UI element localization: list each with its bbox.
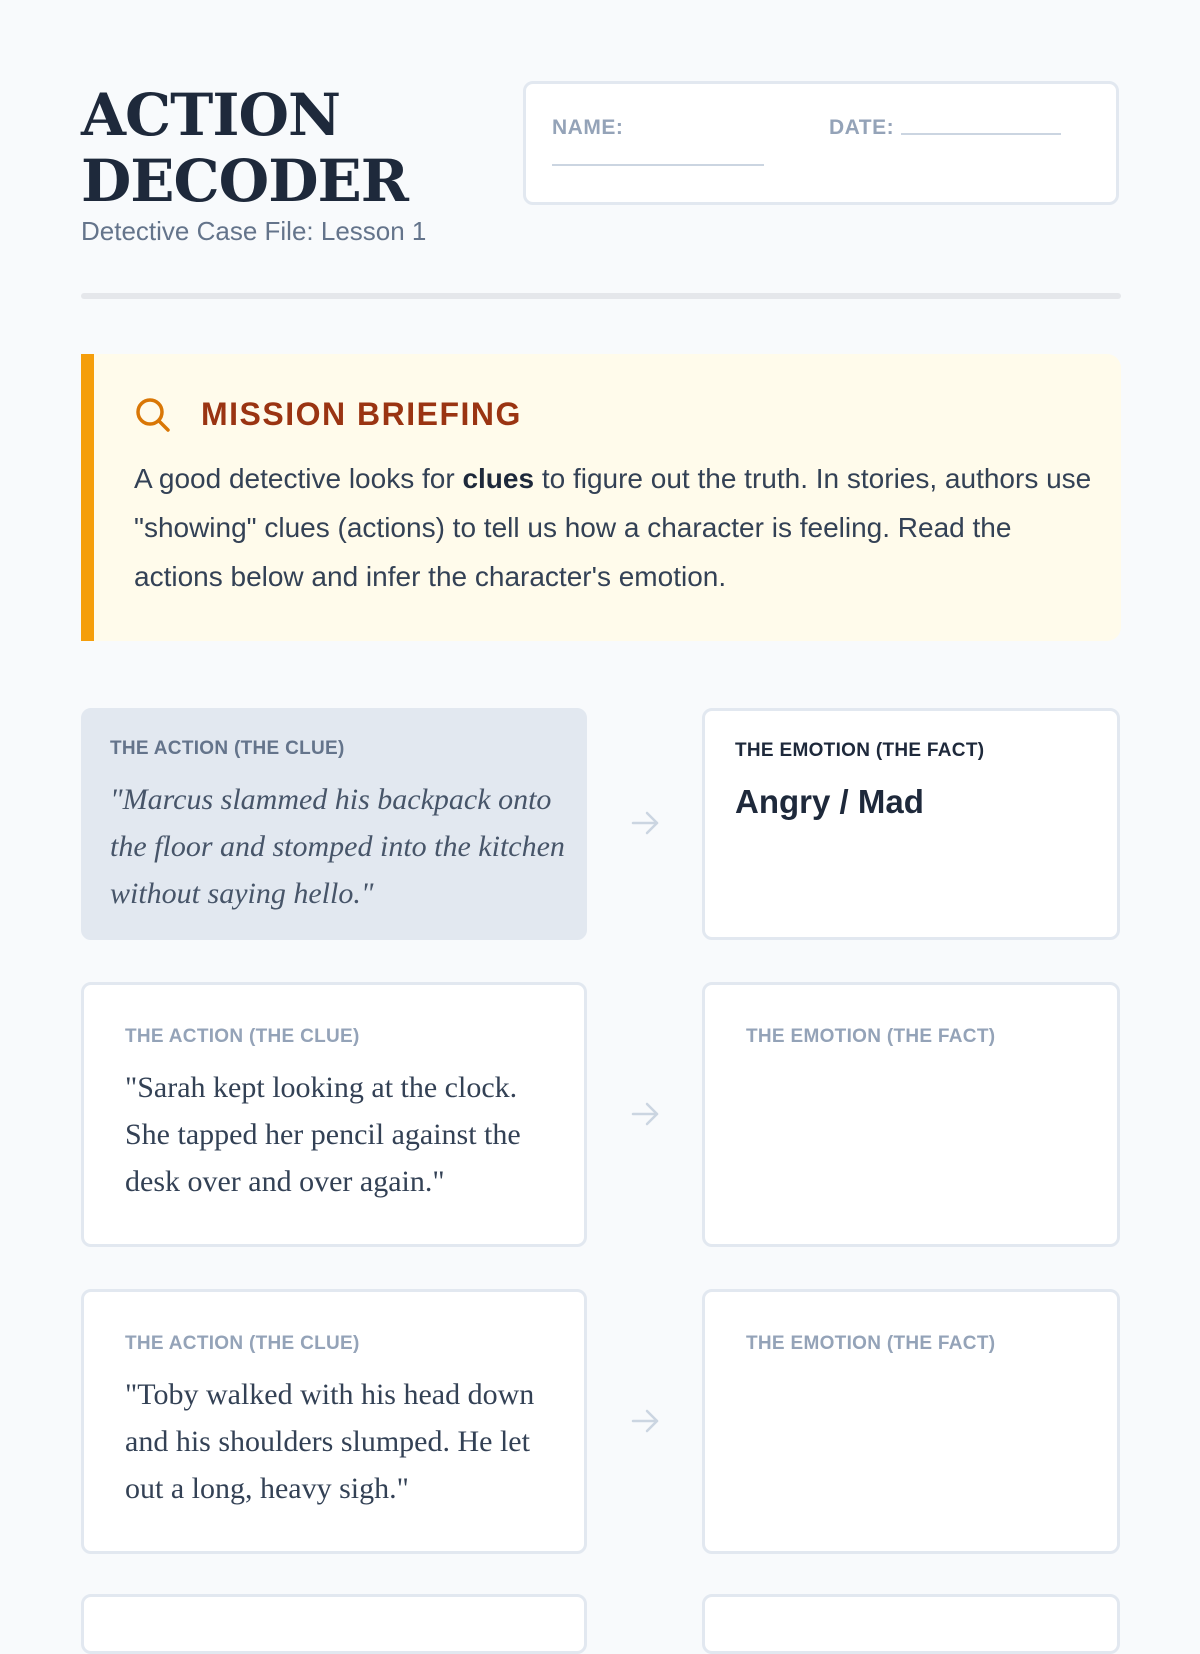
briefing-title: MISSION BRIEFING (201, 396, 522, 432)
action-text: "Sarah kept looking at the clock. She tapped her pencil against the desk over and over again." (125, 1071, 521, 1198)
emotion-label: THE EMOTION (THE FACT) (746, 1026, 996, 1047)
arrow-right-icon (629, 1097, 663, 1131)
arrow-right-icon (629, 806, 663, 840)
date-field[interactable] (901, 133, 1061, 135)
briefing-text-end: to figure out the truth. In stories, authors use "showing" clues (actions) to tell us how a character is feeling. Read the actions below and infer the character's emotion. (134, 463, 1092, 592)
briefing-text-start: A good detective looks for (134, 463, 463, 494)
emotion-answer: Angry / Mad (735, 783, 924, 820)
action-label: THE ACTION (THE CLUE) (125, 1333, 360, 1354)
student-info-box (523, 81, 1119, 205)
action-label: THE ACTION (THE CLUE) (110, 738, 345, 759)
name-field[interactable] (552, 164, 764, 166)
emotion-card-example (702, 708, 1120, 940)
briefing-keyword: clues (462, 463, 535, 494)
date-label: DATE: (829, 116, 895, 139)
action-card-example (81, 708, 587, 940)
action-card-4 (81, 1594, 587, 1654)
emotion-card-2[interactable] (702, 982, 1120, 1247)
search-icon (134, 396, 172, 434)
action-text: "Toby walked with his head down and his shoulders slumped. He let out a long, heavy sigh." (125, 1378, 535, 1505)
name-label: NAME: (552, 116, 624, 139)
action-text: "Marcus slammed his backpack onto the floor and stomped into the kitchen without saying hello." (110, 783, 565, 910)
action-label: THE ACTION (THE CLUE) (125, 1026, 360, 1047)
emotion-label: THE EMOTION (THE FACT) (746, 1333, 996, 1354)
page-title (81, 82, 521, 214)
title-line-2: DECODER (81, 147, 408, 215)
action-card-2 (81, 982, 587, 1247)
briefing-text (134, 454, 1094, 601)
title-line-1: ACTION (81, 81, 340, 149)
emotion-card-4[interactable] (702, 1594, 1120, 1654)
header-divider (81, 293, 1121, 299)
arrow-right-icon (629, 1404, 663, 1438)
action-card-3 (81, 1289, 587, 1554)
emotion-label: THE EMOTION (THE FACT) (735, 740, 985, 761)
page-subtitle: Detective Case File: Lesson 1 (81, 216, 427, 246)
emotion-card-3[interactable] (702, 1289, 1120, 1554)
mission-briefing (81, 354, 1121, 641)
